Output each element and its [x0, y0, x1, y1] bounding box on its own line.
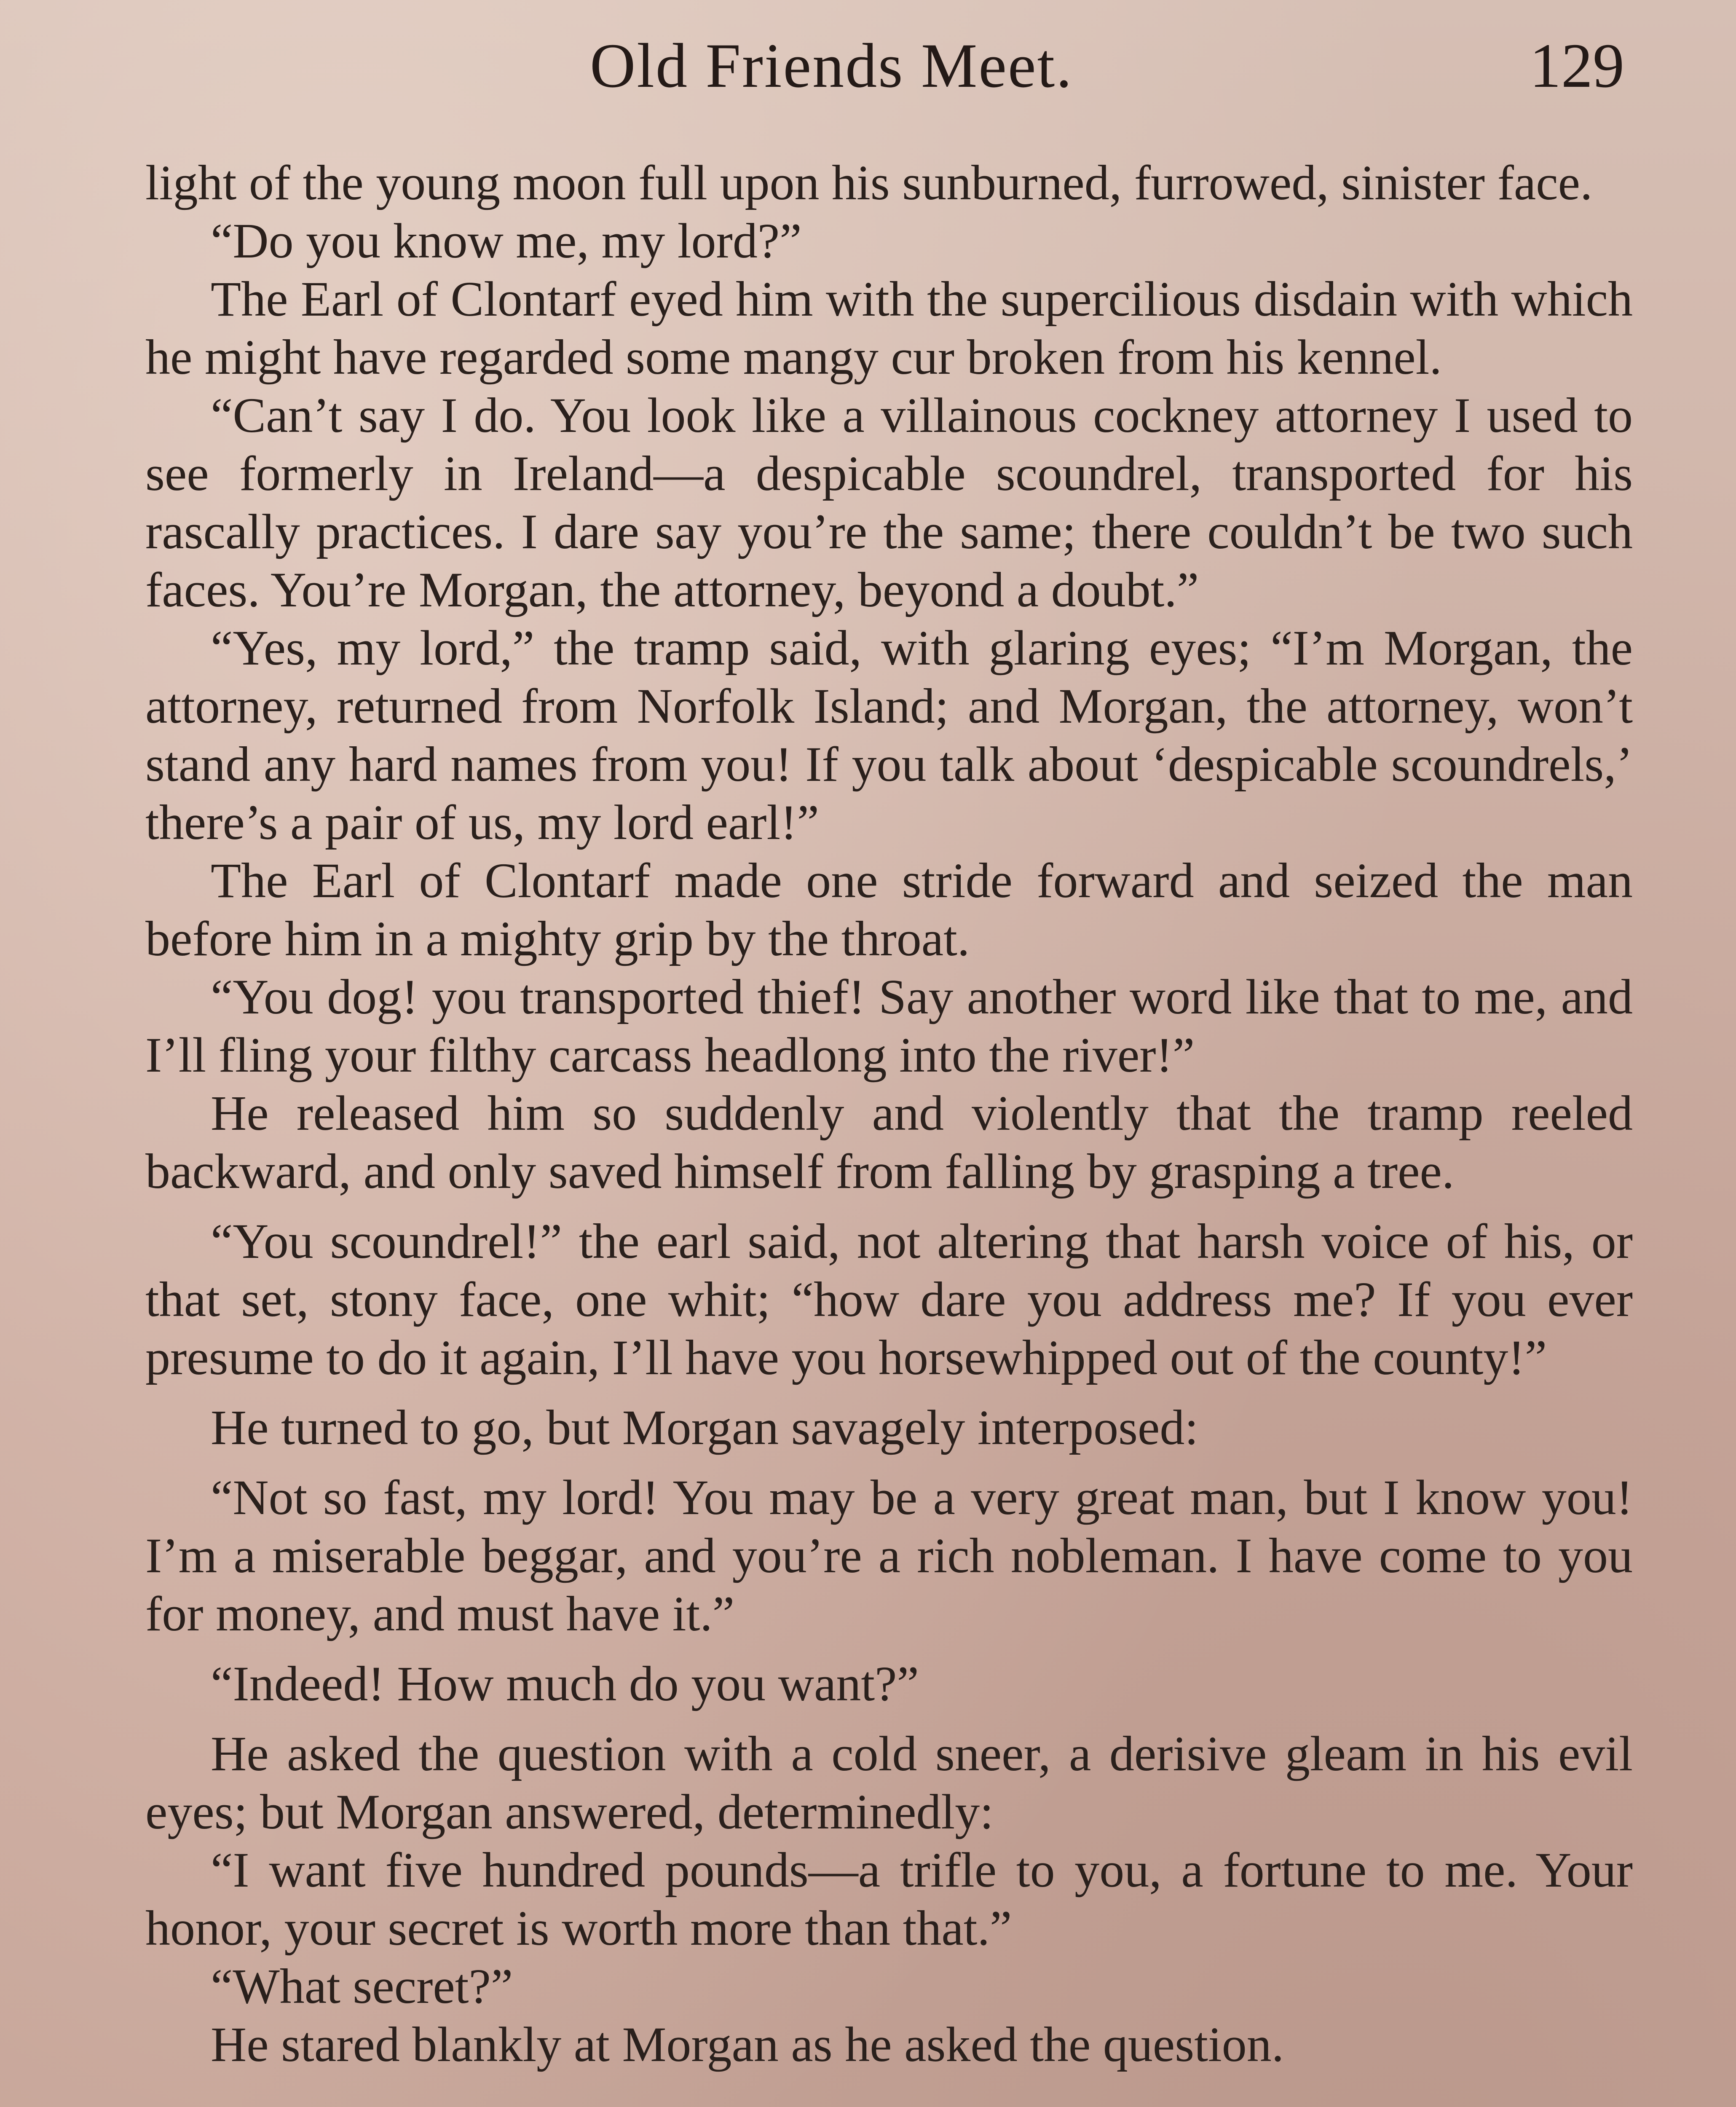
body-text — [145, 154, 1633, 2074]
paragraph: light of the young moon full upon his sunburned, furrowed, sinister face. — [145, 155, 1593, 210]
paragraph: “You scoundrel!” the earl said, not altering that harsh voice of his, or that set, stony face, one whit; “how dare you address me? If you ever presume to do it again, I’ll have you horsewhipped out of the county!” — [145, 1214, 1633, 1385]
paragraph: “You dog! you transported thief! Say another word like that to me, and I’ll fling your filthy carcass headlong into the river!” — [145, 969, 1633, 1083]
page-number: 129 — [1530, 31, 1624, 101]
paragraph: “Can’t say I do. You look like a villainous cockney attorney I used to see formerly in Ireland—a despicable scoundrel, transported for his rascally practices. I dare say you’re the same; there couldn’t be two such faces. You’re Morgan, the attorney, beyond a doubt.” — [145, 388, 1633, 617]
paragraph: The Earl of Clontarf eyed him with the supercilious disdain with which he might have regarded some mangy cur broken from his kennel. — [145, 271, 1633, 385]
chapter-title: Old Friends Meet. — [590, 31, 1073, 101]
paragraph: He released him so suddenly and violently that the tramp reeled backward, and only saved himself from falling by grasping a tree. — [145, 1086, 1633, 1199]
paragraph: “Do you know me, my lord?” — [211, 213, 802, 268]
paragraph: “Indeed! How much do you want?” — [211, 1656, 919, 1711]
running-header — [0, 29, 1736, 105]
paragraph: “I want five hundred pounds—a trifle to you, a fortune to me. Your honor, your secret is worth more than that.” — [145, 1842, 1633, 1956]
paragraph: He asked the question with a cold sneer, a derisive gleam in his evil eyes; but Morgan answered, determinedly: — [145, 1726, 1633, 1839]
paragraph: “Yes, my lord,” the tramp said, with glaring eyes; “I’m Morgan, the attorney, returned from Norfolk Island; and Morgan, the attorney, won’t stand any hard names from you! If you talk about ‘despicable scoundrels,’ there’s a pair of us, my lord earl!” — [145, 620, 1633, 850]
paragraph: He stared blankly at Morgan as he asked the question. — [211, 2017, 1284, 2072]
paragraph: He turned to go, but Morgan savagely interposed: — [211, 1400, 1199, 1455]
paragraph: “What secret?” — [211, 1959, 513, 2014]
paragraph: The Earl of Clontarf made one stride forward and seized the man before him in a mighty grip by the throat. — [145, 853, 1633, 966]
paragraph: “Not so fast, my lord! You may be a very great man, but I know you! I’m a miserable beggar, and you’re a rich nobleman. I have come to you for money, and must have it.” — [145, 1470, 1633, 1641]
